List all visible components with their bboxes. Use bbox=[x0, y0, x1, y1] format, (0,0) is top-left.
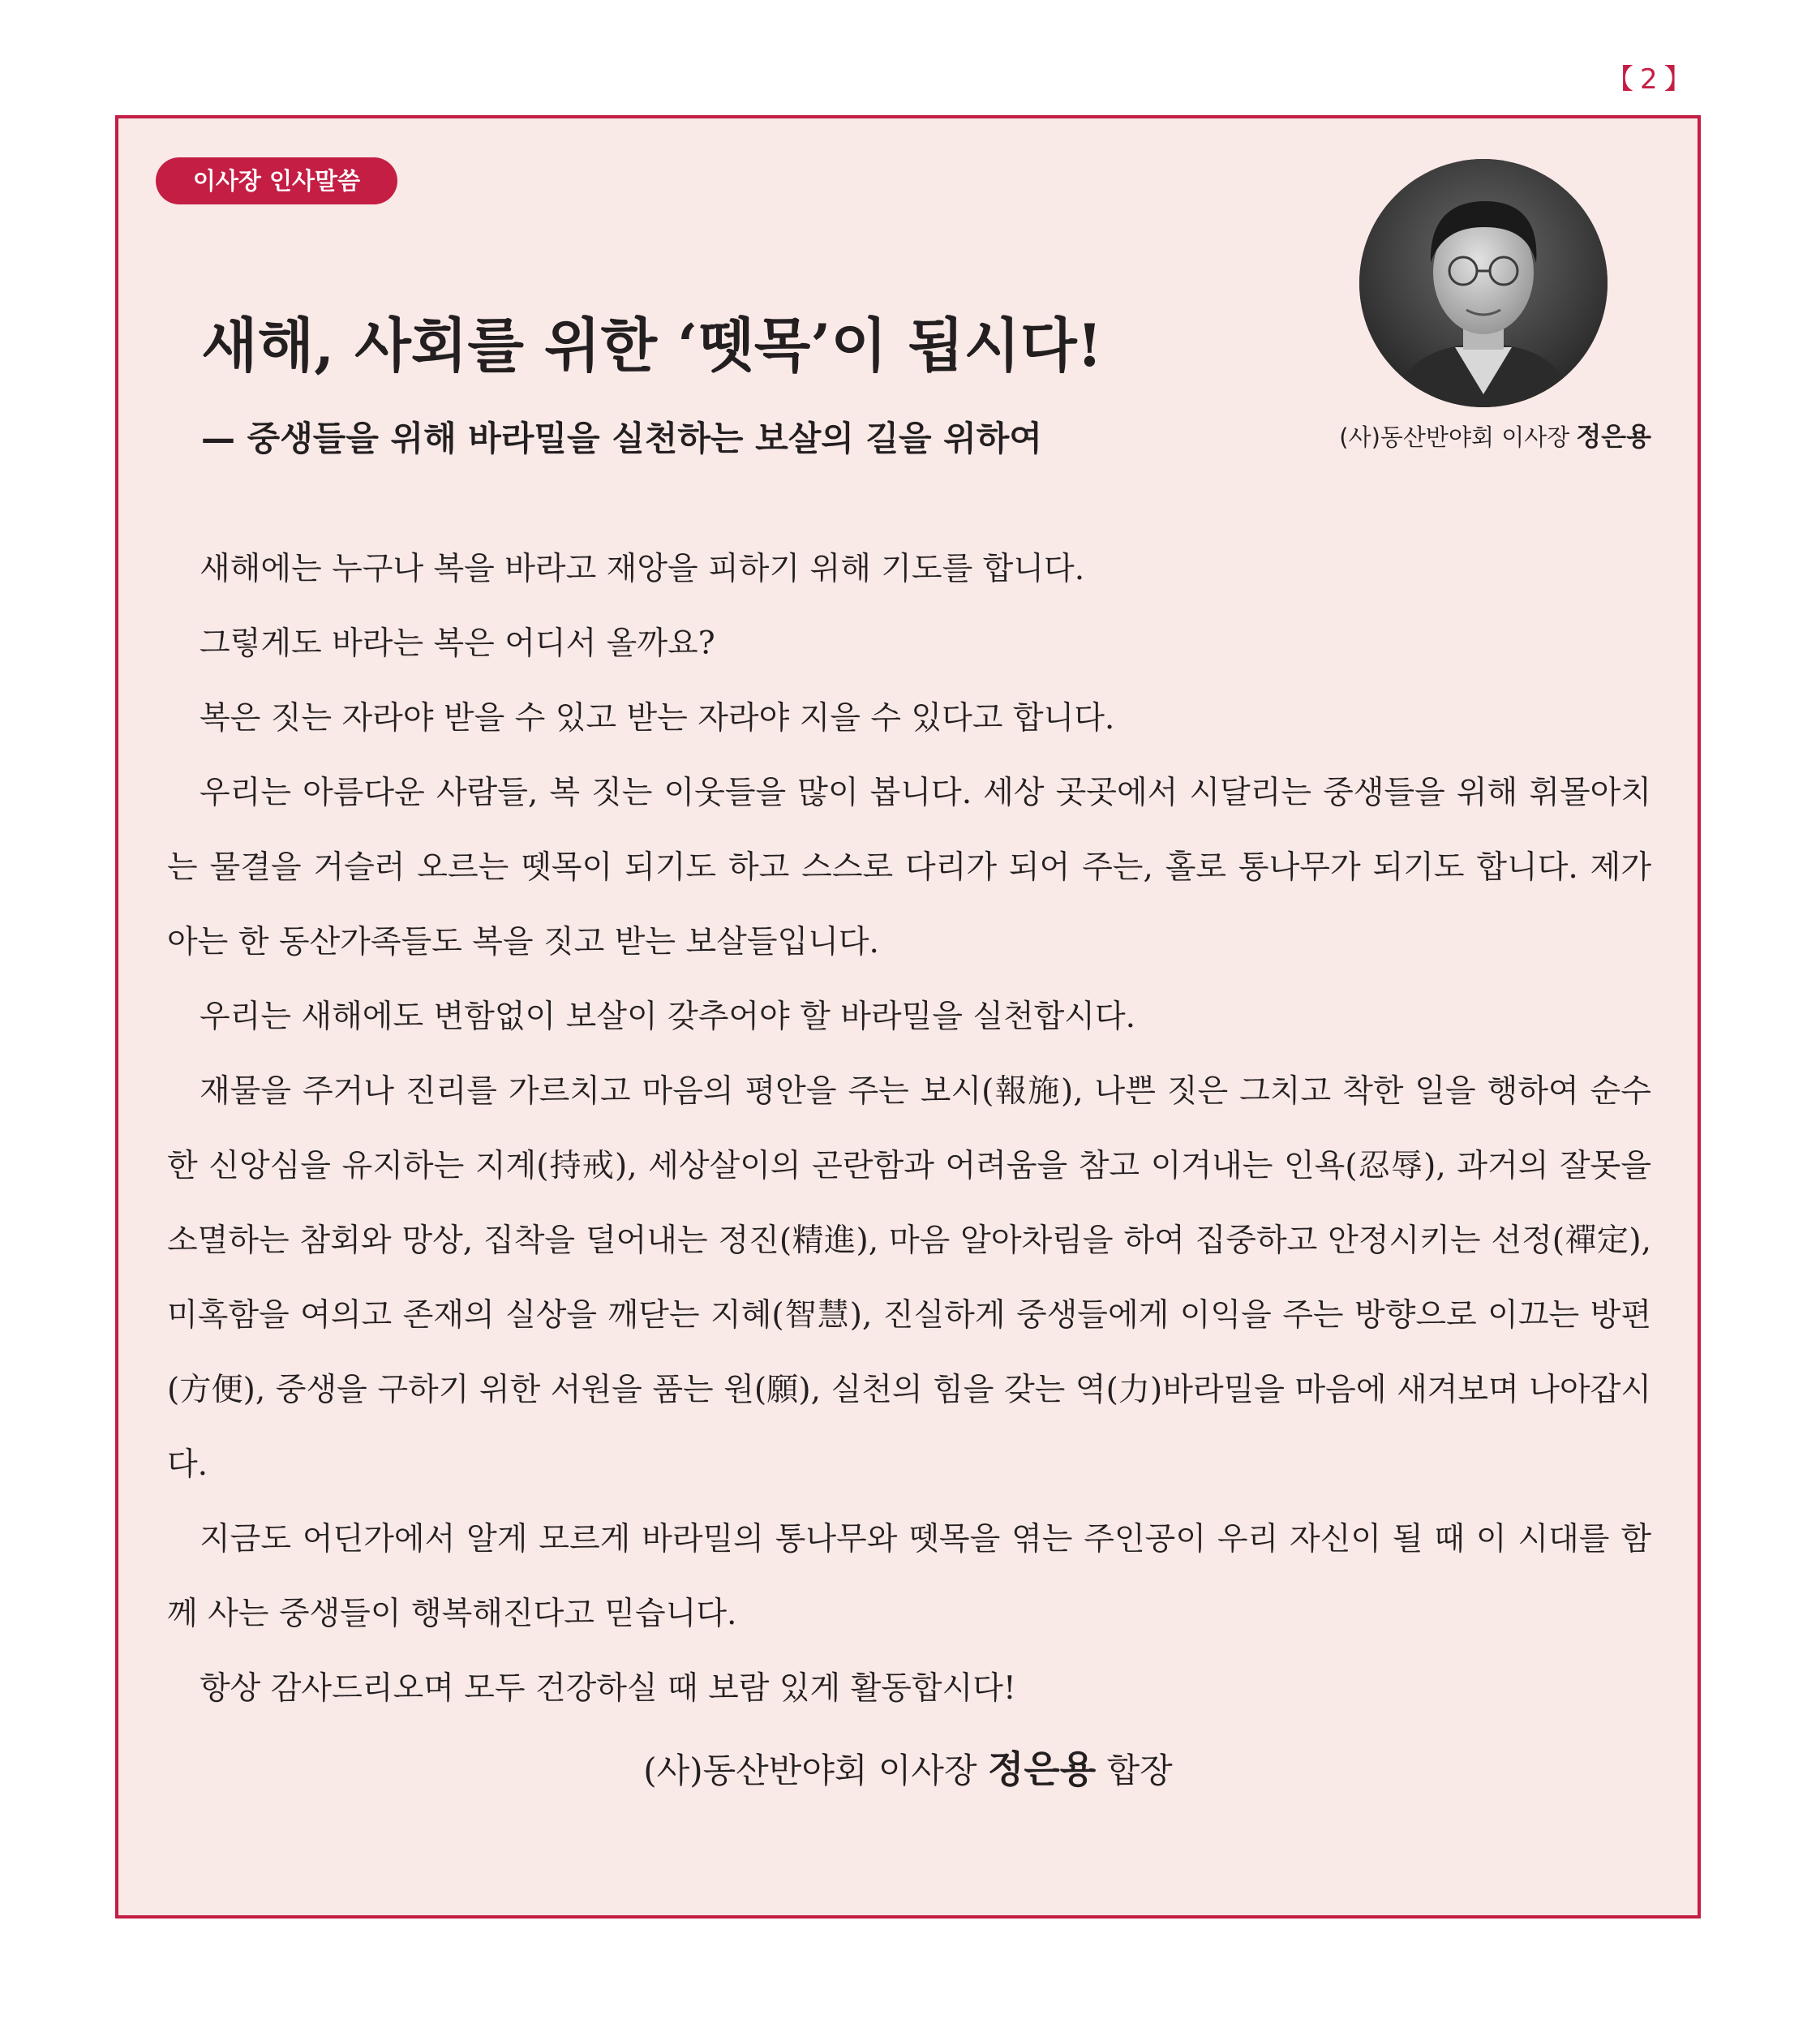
body-paragraph: 그렇게도 바라는 복은 어디서 올까요? bbox=[200, 625, 715, 662]
signature-name: 정은용 bbox=[987, 1747, 1097, 1791]
article-title: 새해, 사회를 위한 ‘뗏목’이 됩시다! bbox=[201, 311, 1103, 380]
signature-org-role: (사)동산반야회 이사장 bbox=[643, 1751, 977, 1790]
portrait-image bbox=[1359, 159, 1608, 407]
body-paragraph: 우리는 새해에도 변함없이 보살이 갖추어야 할 바라밀을 실천합시다. bbox=[200, 999, 1136, 1035]
body-paragraph: 재물을 주거나 진리를 가르치고 마음의 평안을 주는 보시(報施), 나쁜 짓은 그치고 착한 일을 행하여 순수한 신앙심을 유지하는 지계(持戒), 세상살이의 곤란함과 어려움을 참고 이겨내는 인욕(忍辱), 과거의 잘못을 소멸하는 참회와 망상, 집착을 덜어내는 정진(精進), 마음 알아차림을 하여 집중하고 안정시키는 선정(禪定), 미혹함을 여의고 존재의 실상을 깨닫는 지혜(智慧), 진실하게 중생들에게 이익을 주는 방향으로 이끄는 방편(方便), 중생을 구하기 위한 서원을 품는 원(願), 실천의 힘을 갖는 역(力)바라밀을 마음에 새겨보며 나아갑시다. bbox=[167, 1073, 1651, 1483]
signature-closing: 합장 bbox=[1106, 1751, 1173, 1790]
article-body bbox=[167, 532, 1651, 1726]
page-number-value: 2 bbox=[1640, 63, 1658, 96]
page-number-open-bracket: 【 bbox=[1606, 63, 1633, 96]
body-paragraph: 지금도 어딘가에서 알게 모르게 바라밀의 통나무와 뗏목을 엮는 주인공이 우리 자신이 될 때 이 시대를 함께 사는 중생들이 행복해진다고 믿습니다. bbox=[167, 1521, 1651, 1632]
page-number-close-bracket: 】 bbox=[1663, 63, 1692, 96]
body-paragraph: 항상 감사드리오며 모두 건강하실 때 보람 있게 활동합시다! bbox=[200, 1670, 1016, 1707]
body-paragraph: 새해에는 누구나 복을 바라고 재앙을 피하기 위해 기도를 합니다. bbox=[200, 551, 1085, 587]
greeting-panel bbox=[115, 115, 1701, 1919]
section-badge: 이사장 인사말씀 bbox=[156, 157, 397, 204]
body-paragraph: 우리는 아름다운 사람들, 복 짓는 이웃들을 많이 봅니다. 세상 곳곳에서 시달리는 중생들을 위해 휘몰아치는 물결을 거슬러 오르는 뗏목이 되기도 하고 스스로 다리가 되어 주는, 홀로 통나무가 되기도 합니다. 제가 아는 한 동산가족들도 복을 짓고 받는 보살들입니다. bbox=[167, 775, 1651, 960]
author-portrait bbox=[1359, 159, 1608, 407]
signature bbox=[118, 1745, 1698, 1795]
page-number bbox=[1606, 63, 1692, 96]
article-subtitle: — 중생들을 위해 바라밀을 실천하는 보살의 길을 위하여 bbox=[201, 419, 1042, 458]
body-paragraph: 복은 짓는 자라야 받을 수 있고 받는 자라야 지을 수 있다고 합니다. bbox=[200, 700, 1115, 737]
author-name: 정은용 bbox=[1576, 421, 1651, 452]
author-org-role: (사)동산반야회 이사장 bbox=[1339, 423, 1570, 451]
author-caption bbox=[1262, 419, 1651, 455]
